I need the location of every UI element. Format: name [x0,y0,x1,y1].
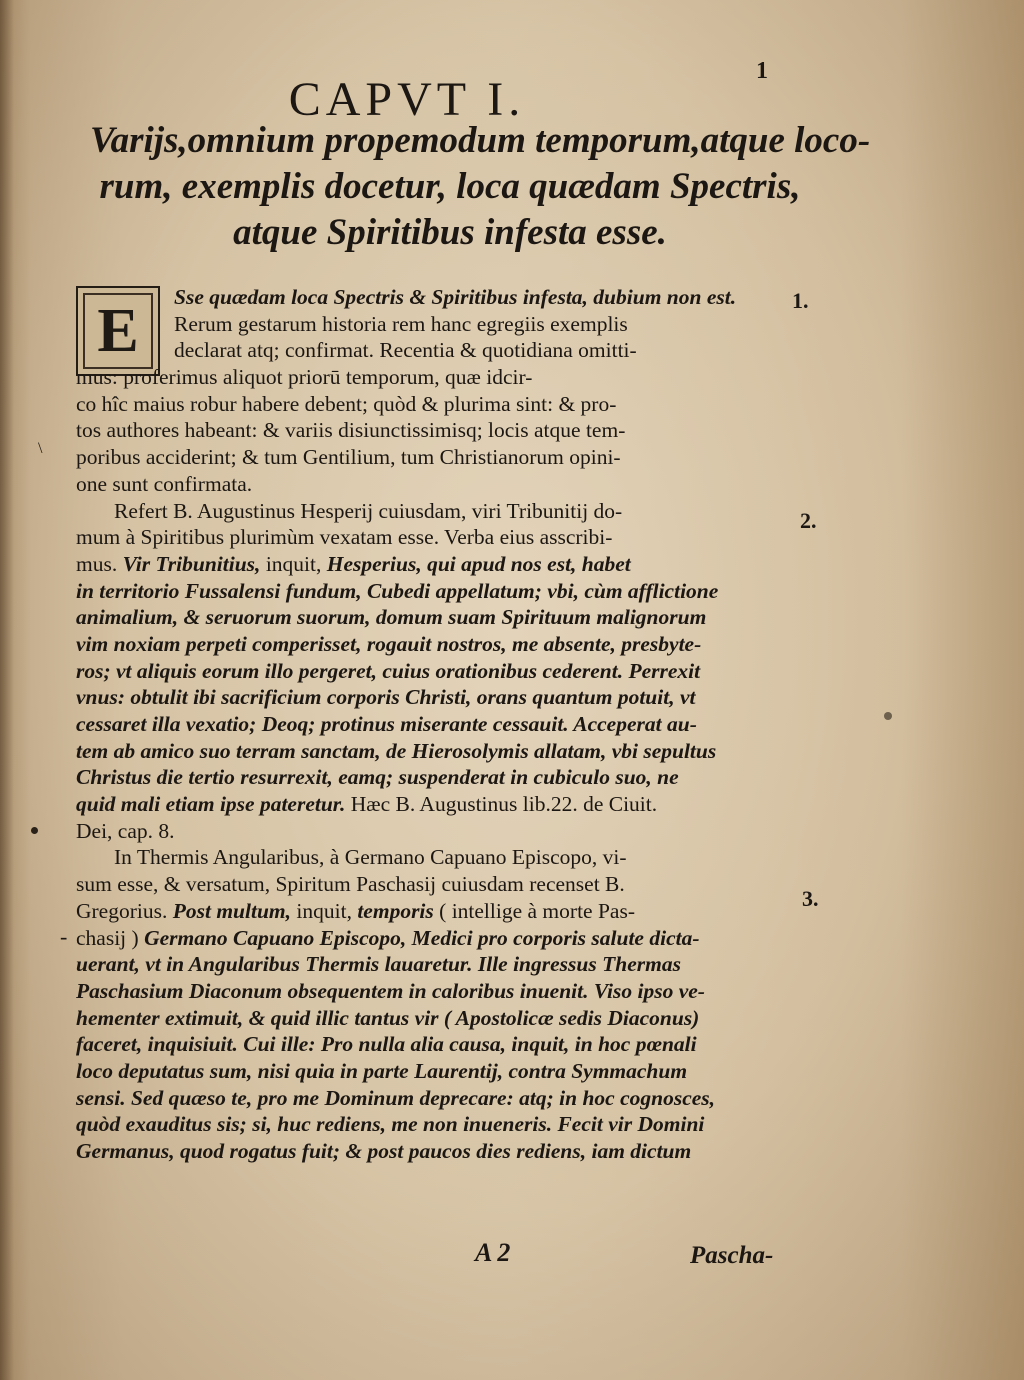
roman-text-segment: chasij ) [76,925,145,950]
roman-text-segment: Hæc B. Augustinus lib.22. de Ciuit. [345,792,658,817]
text-line [76,1085,788,1112]
italic-text-segment: uerant, vt in Angularibus Thermis lauaretur. Ille ingressus Thermas [76,952,681,977]
roman-text-segment: inquit, [291,898,358,923]
roman-text-segment: poribus acciderint; & tum Gentilium, tum Christianorum opini- [76,445,621,470]
italic-text-segment: sensi. Sed quæso te, pro me Dominum deprecare: atq; in hoc cognosces, [76,1085,716,1110]
italic-text-segment: ros; vt aliquis eorum illo pergeret, cuius orationibus cederent. Perrexit [76,658,701,683]
italic-text-segment: vnus: obtulit ibi sacrificium corporis Christi, orans quantum potuit, vt [76,685,696,710]
text-line [76,658,788,685]
text-line [76,925,788,952]
roman-text-segment: Rerum gestarum historia rem hanc egregiis exemplis [174,311,628,336]
italic-text-segment: loco deputatus sum, nisi quia in parte Laurentij, contra Symmachum [76,1058,688,1083]
text-line [76,898,788,925]
text-line [76,444,788,471]
italic-text-segment: Germanus, quod rogatus fuit; & post paucos dies rediens, iam dictum [76,1139,692,1163]
roman-text-segment: declarat atq; confirmat. Recentia & quotidiana omitti- [174,338,637,363]
text-line [76,1058,788,1085]
margin-note: 1. [792,288,809,313]
catchword: Pascha- [690,1242,774,1269]
text-line [76,738,788,765]
roman-text-segment: Dei, cap. 8. [76,818,175,843]
text-line [76,1138,788,1165]
italic-text-segment: faceret, inquisiuit. Cui ille: Pro nulla alia causa, inquit, in hoc pœnali [76,1032,697,1057]
italic-text-segment: quid mali etiam ipse pateretur. [76,792,346,817]
italic-text-segment: Vir Tribunitius, [122,551,261,576]
text-line [76,791,788,818]
left-margin-mark: \ [38,440,43,457]
chapter-subtitle [90,118,871,256]
roman-text-segment: sum esse, & versatum, Spiritum Paschasij cuiusdam recenset B. [76,872,625,897]
text-line [76,524,788,551]
roman-text-segment: ( intellige à morte Pas- [433,898,635,923]
ink-spot [31,827,38,834]
text-line [76,1031,788,1058]
text-line [76,684,788,711]
italic-text-segment: cessaret illa vexatio; Deoq; protinus miserante cessauit. Acceperat au- [76,712,697,736]
text-line [76,284,788,311]
italic-text-segment: Hesperius, qui apud nos est, habet [326,551,631,576]
roman-text-segment: co hîc maius robur habere debent; quòd & plurima sint: & pro- [76,391,617,416]
roman-text-segment: mus. [76,551,123,576]
text-line [76,818,788,845]
text-line [76,951,788,978]
text-line [76,711,788,738]
text-line [76,551,788,578]
roman-text-segment: mus: proferimus aliquot priorū temporum, quæ idcir- [76,365,533,390]
subtitle-line: rum, exemplis docetur, loca quædam Spectris, [99,166,801,207]
italic-text-segment: Paschasium Diaconum obsequentem in caloribus inuenit. Viso ipso ve- [76,978,705,1003]
text-line [76,471,788,498]
text-line [76,978,788,1005]
italic-text-segment: animalium, & seruorum suorum, domum suam Spirituum malignorum [76,605,707,630]
ink-spot [884,712,892,720]
text-line [76,764,788,791]
text-line [76,871,788,898]
margin-note: 2. [800,508,817,533]
subtitle-line: Varijs,omnium propemodum temporum,atque loco- [90,120,871,161]
italic-text-segment: quòd exauditus sis; si, huc rediens, me non inueneris. Fecit vir Domini [76,1112,705,1137]
text-line [76,604,788,631]
italic-text-segment: Germano Capuano Episcopo, Medici pro corporis salute dicta- [144,925,700,950]
left-margin-mark: - [60,924,68,949]
roman-text-segment: Gregorius. [76,898,173,923]
gutter-shadow [0,0,14,1380]
italic-text-segment: Christus die tertio resurrexit, eamq; suspenderat in cubiculo suo, ne [76,765,679,790]
italic-text-segment: Sse quædam loca Spectris & Spiritibus infesta, dubium non est. [174,285,737,309]
text-line [76,417,788,444]
roman-text-segment: tos authores habeant: & variis disiunctissimisq; locis atque tem- [76,418,626,443]
subtitle-line: atque Spiritibus infesta esse. [233,212,667,253]
italic-text-segment: Post multum, [172,898,292,923]
text-line [76,631,788,658]
roman-text-segment: one sunt confirmata. [76,471,253,496]
text-line [76,1005,788,1032]
text-line [76,578,788,605]
italic-text-segment: in territorio Fussalensi fundum, Cubedi appellatum; vbi, cùm afflictione [76,578,719,603]
signature-mark: A 2 [475,1238,511,1267]
margin-note: 3. [802,886,819,911]
text-line [76,391,788,418]
text-line [76,364,788,391]
roman-text-segment: inquit, [260,551,327,576]
italic-text-segment: temporis [357,898,434,923]
roman-text-segment: Refert B. Augustinus Hesperij cuiusdam, viri Tribunitij do- [114,498,623,523]
chapter-title: CAPVT I. [288,73,526,126]
text-line [76,844,788,871]
roman-text-segment: mum à Spiritibus plurimùm vexatam esse. Verba eius asscribi- [76,525,613,550]
page-number: 1 [756,58,768,84]
italic-text-segment: tem ab amico suo terram sanctam, de Hierosolymis allatam, vbi sepultus [76,738,717,763]
text-line [76,337,788,364]
italic-text-segment: hementer extimuit, & quid illic tantus vir ( Apostolicæ sedis Diaconus) [76,1005,700,1030]
text-line [76,1111,788,1138]
decorated-initial: E [76,286,160,376]
body-text [76,284,788,1165]
italic-text-segment: vim noxiam perpeti comperisset, rogauit nostros, me absente, presbyte- [76,631,702,656]
text-line [76,498,788,525]
text-line [76,311,788,338]
roman-text-segment: In Thermis Angularibus, à Germano Capuano Episcopo, vi- [114,845,627,870]
